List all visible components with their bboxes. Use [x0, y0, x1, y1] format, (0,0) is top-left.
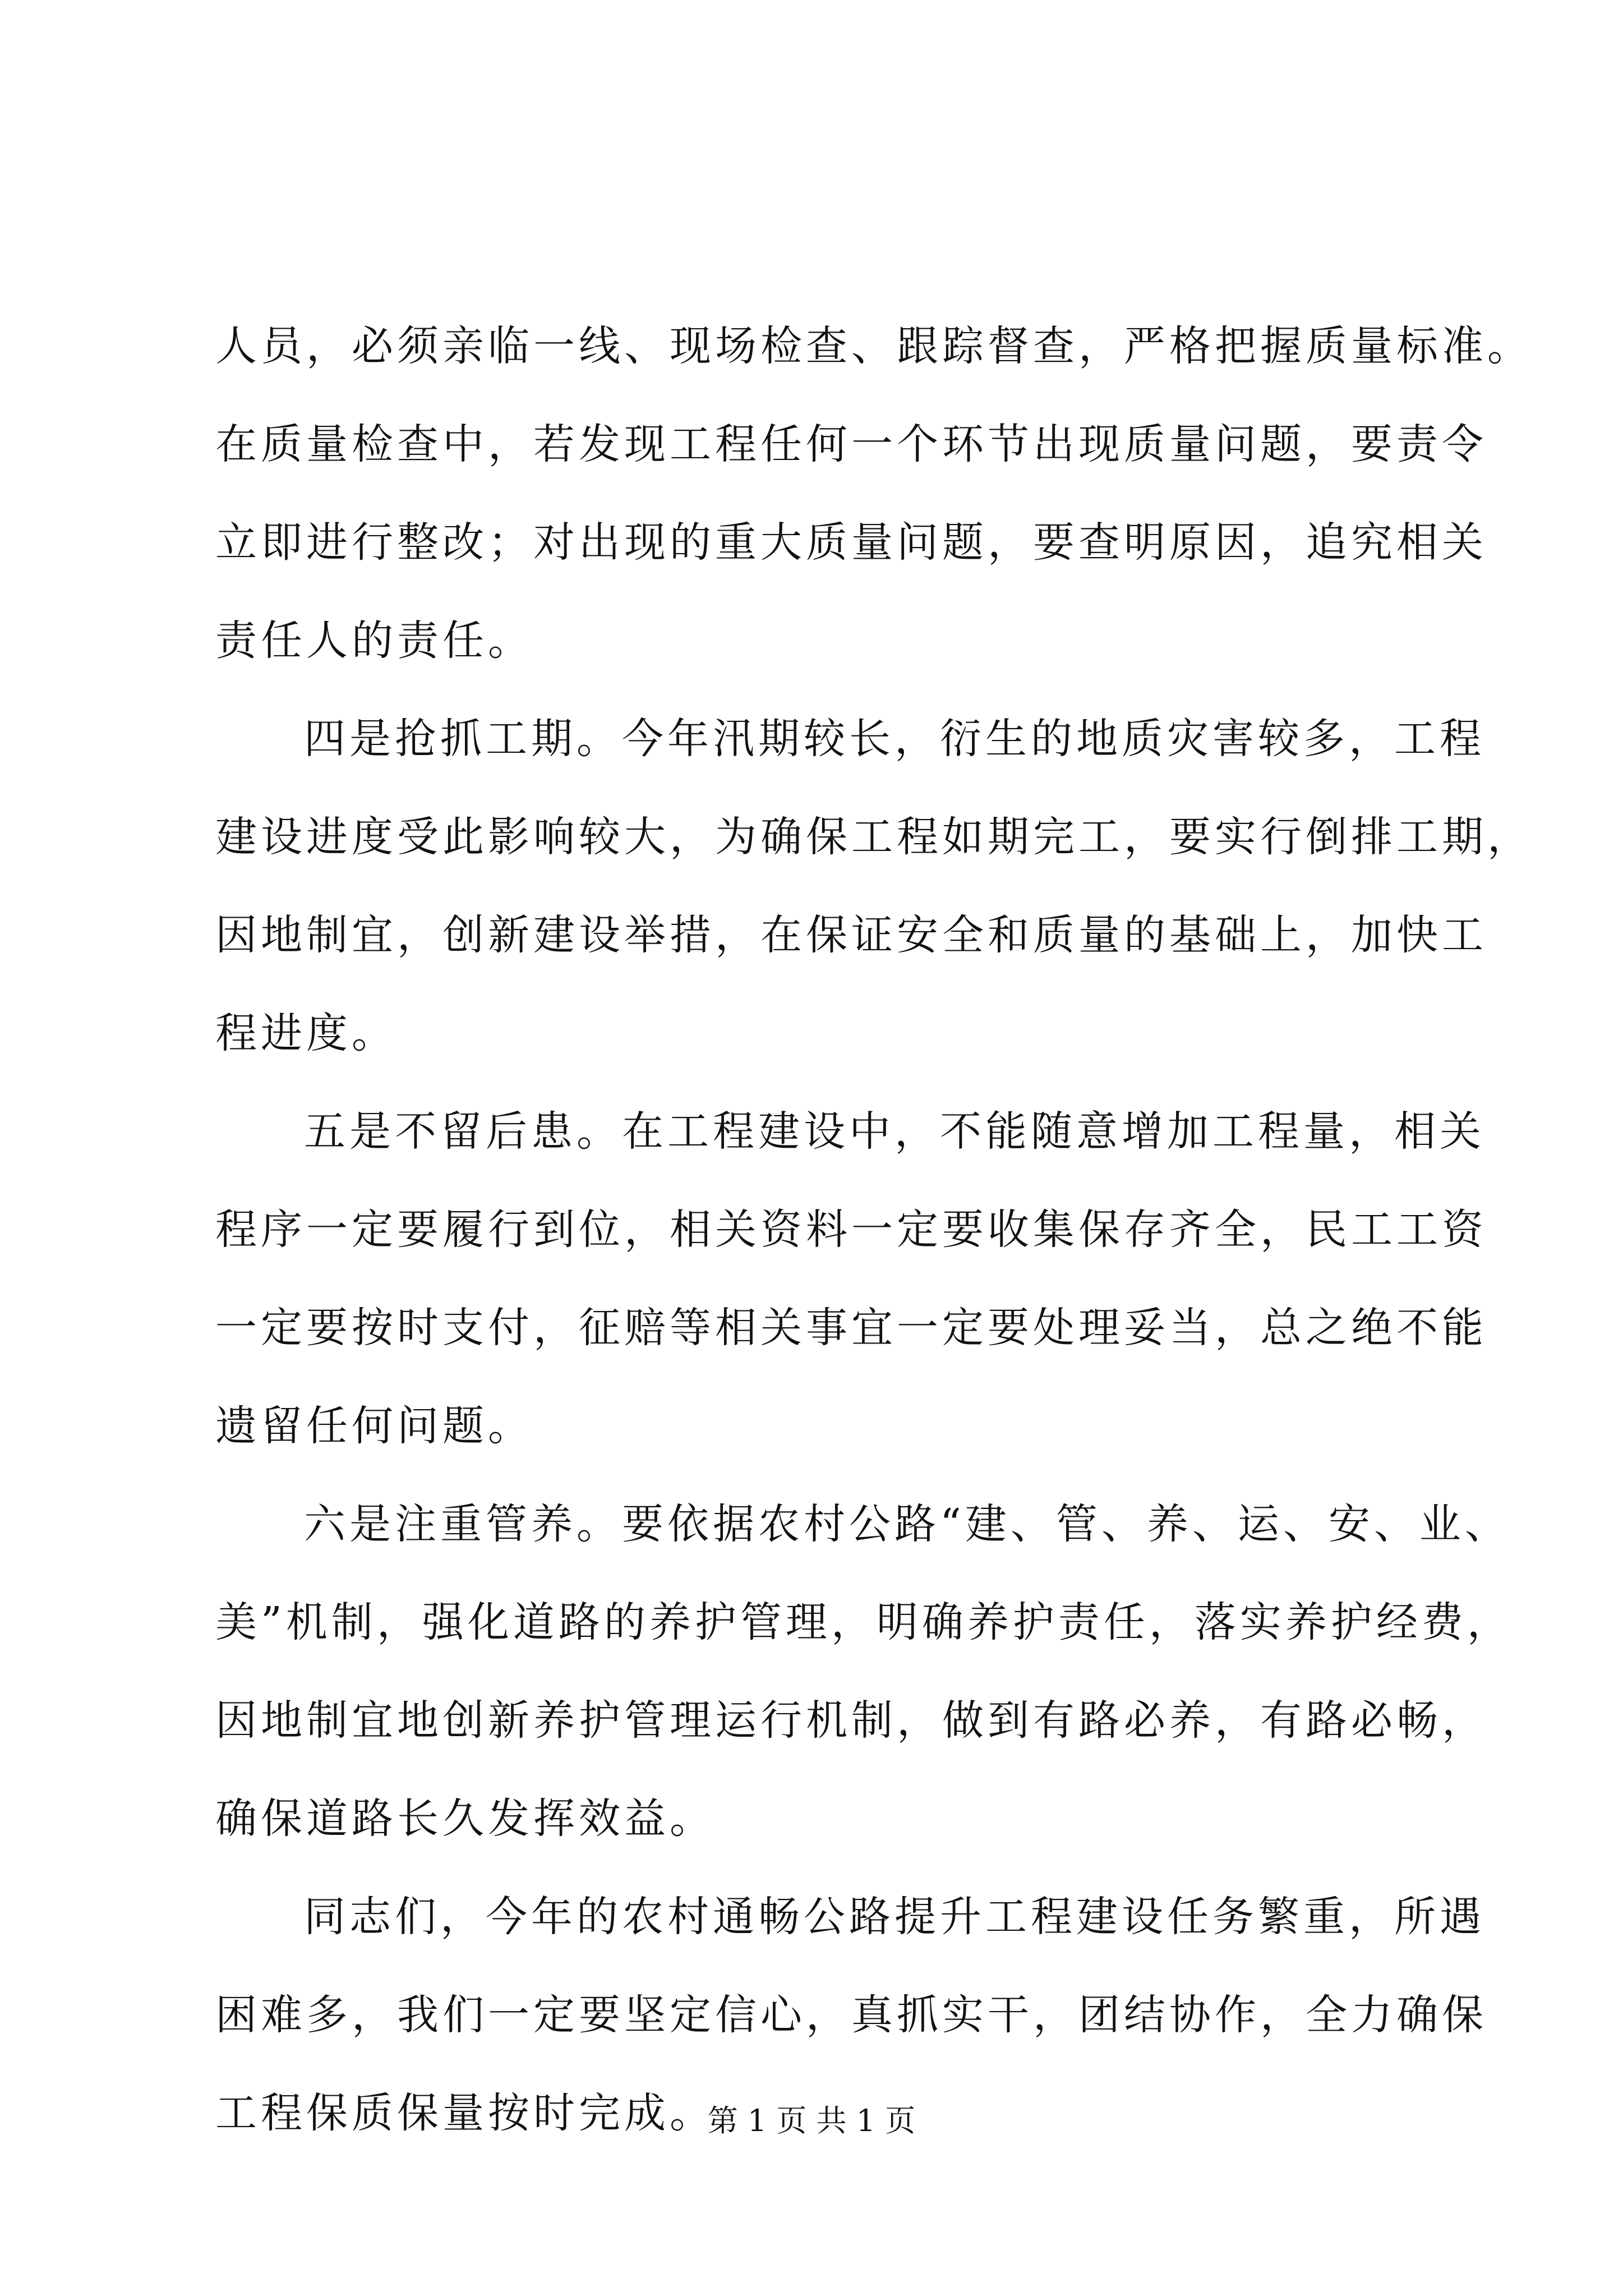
- paragraph-no-hidden-trouble: [215, 1083, 1487, 1475]
- text-line: 遗留任何问题。: [215, 1402, 533, 1450]
- text-line: 困难多，我们一定要坚定信心，真抓实干，团结协作，全力确保: [215, 1991, 1487, 2039]
- text-line: 因地制宜地创新养护管理运行机制，做到有路必养，有路必畅，: [215, 1696, 1487, 1745]
- text-line: 四是抢抓工期。今年汛期较长，衍生的地质灾害较多，工程: [304, 715, 1485, 763]
- paragraph-schedule: [215, 690, 1533, 1083]
- text-line: 建设进度受此影响较大，为确保工程如期完工，要实行倒排工期，: [215, 813, 1533, 861]
- document-body: [215, 297, 1533, 2162]
- text-line: 程序一定要履行到位，相关资料一定要收集保存齐全，民工工资: [215, 1205, 1487, 1254]
- text-line: 六是注重管养。要依据农村公路“建、管、养、运、安、业、: [304, 1500, 1510, 1548]
- text-line: 立即进行整改；对出现的重大质量问题，要查明原因，追究相关: [215, 518, 1487, 567]
- page-number-footer: 第 1 页 共 1 页: [707, 2103, 916, 2138]
- text-line: 五是不留后患。在工程建设中，不能随意增加工程量，相关: [304, 1107, 1485, 1156]
- paragraph-quality-inspection: [215, 297, 1533, 690]
- text-line: 工程保质保量按时完成。: [215, 2089, 715, 2137]
- text-line: 程进度。: [215, 1009, 397, 1057]
- text-line: 人员，必须亲临一线、现场检查、跟踪督查，严格把握质量标准。: [215, 322, 1533, 370]
- text-line: 在质量检查中，若发现工程任何一个环节出现质量问题，要责令: [215, 420, 1487, 468]
- text-line: 确保道路长久发挥效益。: [215, 1795, 715, 1843]
- text-line: 责任人的责任。: [215, 616, 533, 665]
- text-line: 一定要按时支付，征赔等相关事宜一定要处理妥当，总之绝不能: [215, 1304, 1487, 1352]
- text-line: 美”机制，强化道路的养护管理，明确养护责任，落实养护经费，: [215, 1598, 1513, 1646]
- text-line: 因地制宜，创新建设举措，在保证安全和质量的基础上，加快工: [215, 911, 1487, 959]
- text-line: 同志们，今年的农村通畅公路提升工程建设任务繁重，所遇: [304, 1893, 1485, 1941]
- paragraph-maintenance: [215, 1475, 1513, 1868]
